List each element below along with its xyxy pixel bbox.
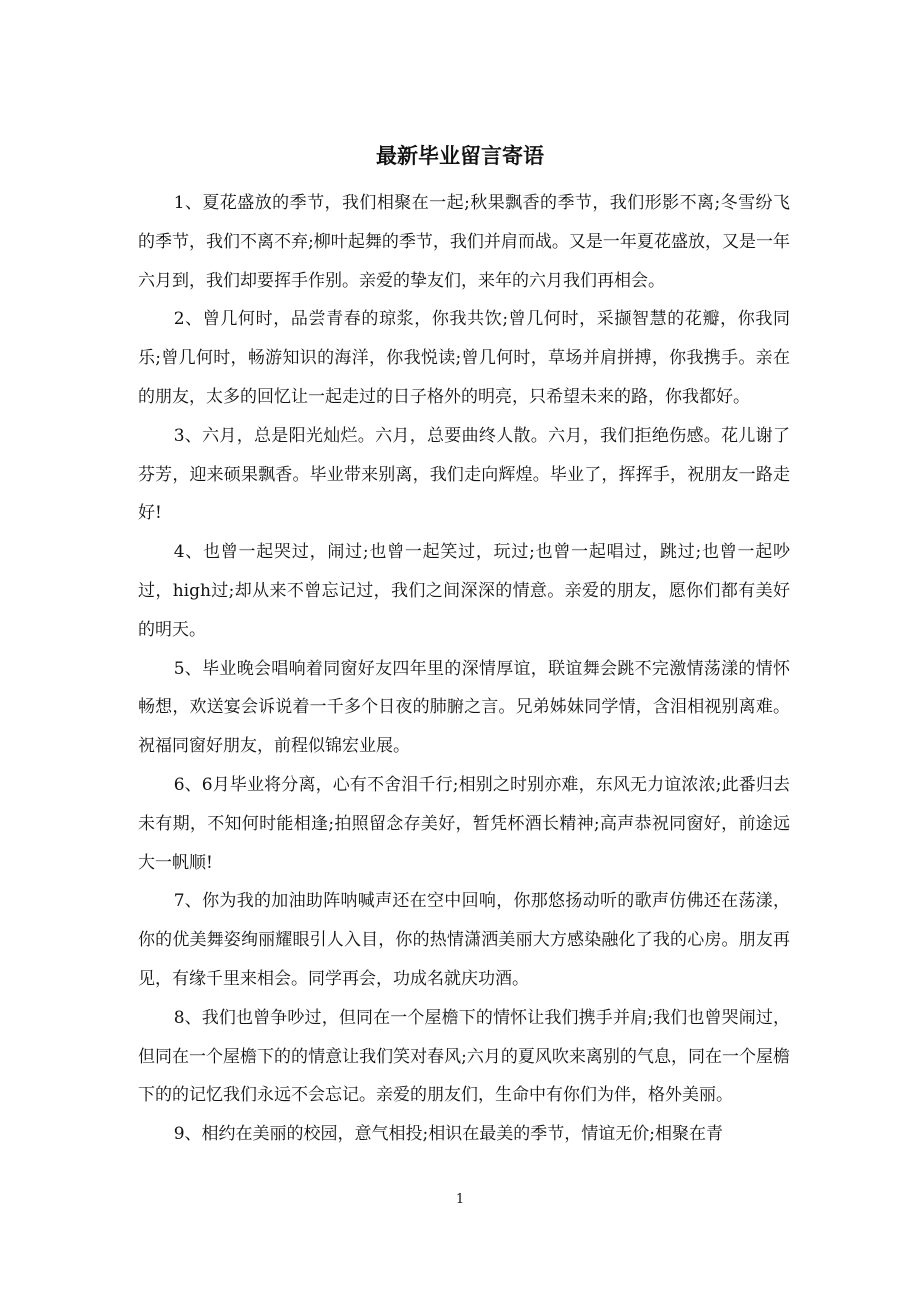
paragraph-7: 7、你为我的加油助阵呐喊声还在空中回响，你那悠扬动听的歌声仿佛还在荡漾，你的优美舞姿绚丽耀眼引人入目，你的热情潇洒美丽大方感染融化了我的心房。朋友再见，有缘千里来相会。同学再会，功成名就庆功酒。 <box>138 891 790 989</box>
paragraph-9: 9、相约在美丽的校园，意气相投;相识在最美的季节，情谊无价;相聚在青 <box>173 1124 723 1145</box>
paragraph-8: 8、我们也曾争吵过，但同在一个屋檐下的情怀让我们携手并肩;我们也曾哭闹过，但同在一个屋檐下的的情意让我们笑对春风;六月的夏风吹来离别的气息，同在一个屋檐下的的记忆我们永远不会忘记。亲爱的朋友们，生命中有你们为伴，格外美丽。 <box>138 1007 790 1106</box>
paragraph-6: 6、6月毕业将分离，心有不舍泪千行;相别之时别亦难，东风无力谊浓浓;此番归去未有期，不知何时能相逢;拍照留念存美好，暂凭杯酒长精神;高声恭祝同窗好，前途远大一帆顺! <box>138 774 790 873</box>
paragraph-2: 2、曾几何时，品尝青春的琼浆，你我共饮;曾几何时，采撷智慧的花瓣，你我同乐;曾几何时，畅游知识的海洋，你我悦读;曾几何时，草场并肩拼搏，你我携手。亲在的朋友，太多的回忆让一起走过的日子格外的明亮，只希望未来的路，你我都好。 <box>138 309 790 407</box>
paragraph-5: 5、毕业晚会唱响着同窗好友四年里的深情厚谊，联谊舞会跳不完激情荡漾的情怀畅想，欢送宴会诉说着一千多个日夜的肺腑之言。兄弟姊妹同学情，含泪相视别离难。祝福同窗好朋友，前程似锦宏业展。 <box>138 658 790 757</box>
paragraph-3: 3、六月，总是阳光灿烂。六月，总要曲终人散。六月，我们拒绝伤感。花儿谢了芬芳，迎来硕果飘香。毕业带来别离，我们走向辉煌。毕业了，挥挥手，祝朋友一路走好! <box>138 425 790 524</box>
page-number: 1 <box>455 1192 465 1207</box>
paragraph-4: 4、也曾一起哭过，闹过;也曾一起笑过，玩过;也曾一起唱过，跳过;也曾一起吵过，high过;却从来不曾忘记过，我们之间深深的情意。亲爱的朋友，愿你们都有美好的明天。 <box>138 542 790 640</box>
document-body <box>138 184 790 1154</box>
document-title: 最新毕业留言寄语 <box>376 144 544 168</box>
paragraph-1: 1、夏花盛放的季节，我们相聚在一起;秋果飘香的季节，我们形影不离;冬雪纷飞的季节，我们不离不弃;柳叶起舞的季节，我们并肩而战。又是一年夏花盛放，又是一年六月到，我们却要挥手作别。亲爱的挚友们，来年的六月我们再相会。 <box>138 193 790 291</box>
